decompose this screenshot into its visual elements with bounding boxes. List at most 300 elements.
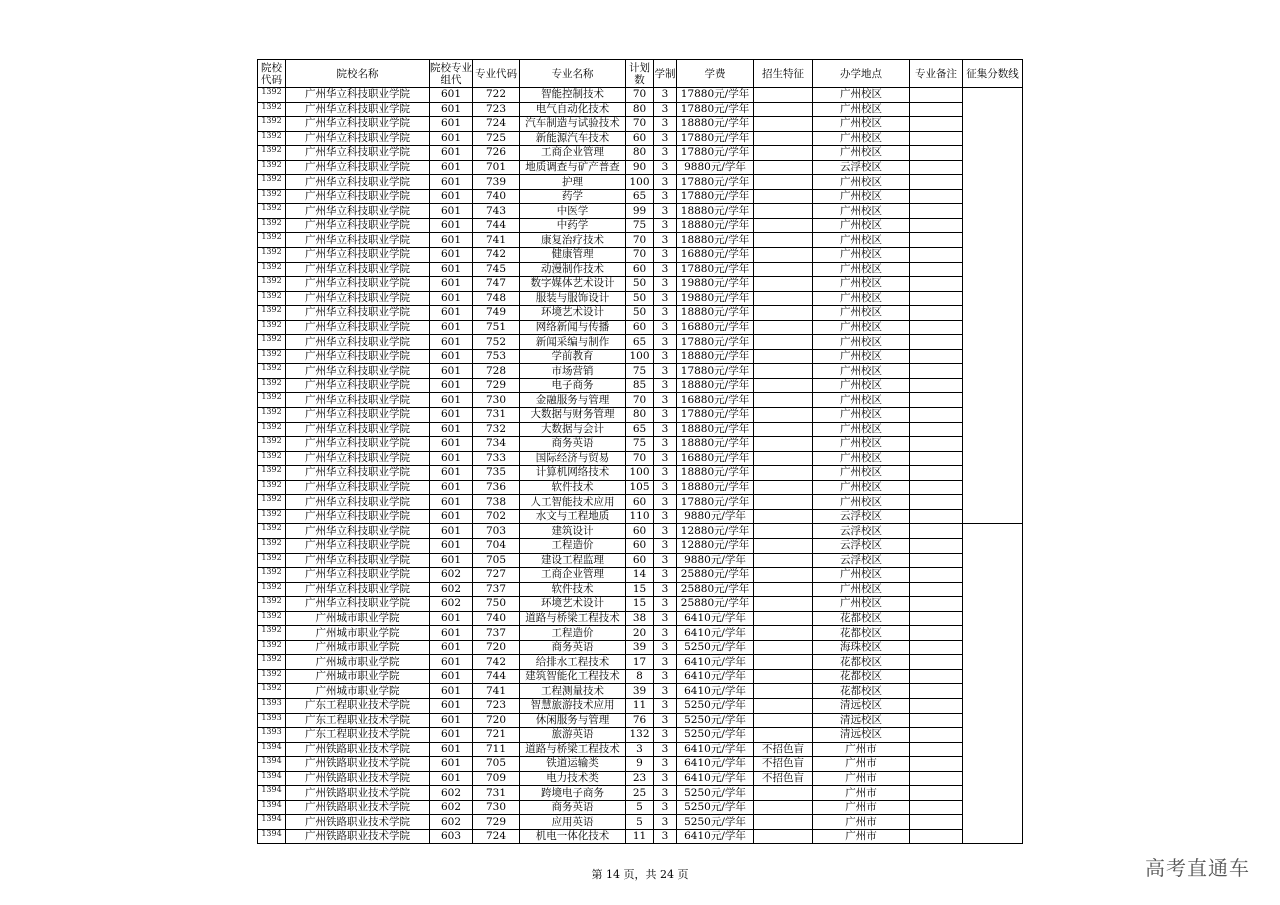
table-cell: 3: [654, 117, 677, 132]
table-cell: [754, 189, 813, 204]
table-cell: 云浮校区: [813, 553, 910, 568]
table-cell: 广州华立科技职业学院: [286, 364, 430, 379]
table-cell: 1392: [258, 597, 286, 612]
score-line-cell: [963, 640, 1023, 655]
table-cell: 601: [430, 248, 473, 263]
table-cell: 1392: [258, 568, 286, 583]
table-cell: 17880元/学年: [677, 175, 754, 190]
table-cell: 601: [430, 88, 473, 103]
table-cell: 广州校区: [813, 248, 910, 263]
table-cell: 740: [473, 611, 520, 626]
table-cell: 603: [430, 829, 473, 844]
column-header: 专业代码: [473, 60, 520, 88]
table-row: [258, 437, 1023, 452]
table-cell: 广州铁路职业技术学院: [286, 742, 430, 757]
table-cell: [910, 408, 963, 423]
table-cell: 广州华立科技职业学院: [286, 524, 430, 539]
score-line-cell: [963, 800, 1023, 815]
table-cell: 1392: [258, 189, 286, 204]
table-cell: [910, 568, 963, 583]
table-cell: 1392: [258, 509, 286, 524]
table-cell: [910, 640, 963, 655]
table-cell: 3: [626, 742, 654, 757]
table-cell: 18880元/学年: [677, 378, 754, 393]
table-cell: 720: [473, 713, 520, 728]
table-cell: [910, 277, 963, 292]
table-cell: 601: [430, 640, 473, 655]
table-cell: 软件技术: [520, 480, 626, 495]
score-line-cell: [963, 698, 1023, 713]
score-line-cell: [963, 335, 1023, 350]
table-cell: 广州华立科技职业学院: [286, 335, 430, 350]
table-cell: 清远校区: [813, 713, 910, 728]
table-cell: 744: [473, 218, 520, 233]
table-cell: [754, 204, 813, 219]
table-cell: 广州校区: [813, 393, 910, 408]
table-cell: 18880元/学年: [677, 422, 754, 437]
table-cell: 广州华立科技职业学院: [286, 349, 430, 364]
table-cell: 人工智能技术应用: [520, 495, 626, 510]
table-cell: 1394: [258, 829, 286, 844]
table-cell: [910, 175, 963, 190]
table-cell: [754, 175, 813, 190]
table-cell: 广州华立科技职业学院: [286, 262, 430, 277]
score-line-cell: [963, 364, 1023, 379]
table-cell: [910, 509, 963, 524]
table-cell: 601: [430, 277, 473, 292]
table-cell: 环境艺术设计: [520, 597, 626, 612]
table-cell: 广州铁路职业技术学院: [286, 829, 430, 844]
table-cell: 11: [626, 698, 654, 713]
table-cell: [754, 786, 813, 801]
table-cell: 广州校区: [813, 146, 910, 161]
table-cell: 广州铁路职业技术学院: [286, 771, 430, 786]
table-cell: 1392: [258, 262, 286, 277]
table-cell: 729: [473, 378, 520, 393]
table-row: [258, 204, 1023, 219]
table-cell: 17: [626, 655, 654, 670]
table-row: [258, 509, 1023, 524]
table-cell: 水文与工程地质: [520, 509, 626, 524]
table-cell: 601: [430, 291, 473, 306]
table-row: [258, 640, 1023, 655]
table-row: [258, 378, 1023, 393]
table-cell: 601: [430, 422, 473, 437]
table-cell: 701: [473, 160, 520, 175]
score-line-cell: [963, 189, 1023, 204]
table-cell: [910, 437, 963, 452]
table-cell: 70: [626, 117, 654, 132]
table-cell: 1394: [258, 757, 286, 772]
table-cell: 602: [430, 815, 473, 830]
score-line-cell: [963, 757, 1023, 772]
table-cell: 601: [430, 364, 473, 379]
table-row: [258, 582, 1023, 597]
table-cell: 广州校区: [813, 175, 910, 190]
table-cell: 703: [473, 524, 520, 539]
table-cell: 100: [626, 175, 654, 190]
table-cell: 广州校区: [813, 277, 910, 292]
table-cell: 18880元/学年: [677, 437, 754, 452]
table-cell: 1392: [258, 248, 286, 263]
table-cell: 3: [654, 364, 677, 379]
table-cell: [910, 320, 963, 335]
table-cell: 15: [626, 582, 654, 597]
table-row: [258, 466, 1023, 481]
score-line-cell: [963, 524, 1023, 539]
table-row: [258, 291, 1023, 306]
table-cell: 1393: [258, 713, 286, 728]
table-cell: 60: [626, 553, 654, 568]
table-cell: 6410元/学年: [677, 757, 754, 772]
table-cell: 602: [430, 800, 473, 815]
table-cell: 3: [654, 640, 677, 655]
table-cell: 601: [430, 771, 473, 786]
table-cell: 3: [654, 378, 677, 393]
table-cell: 17880元/学年: [677, 131, 754, 146]
column-header: 专业备注: [910, 60, 963, 88]
table-cell: 广州华立科技职业学院: [286, 597, 430, 612]
table-cell: 601: [430, 553, 473, 568]
table-cell: 17880元/学年: [677, 408, 754, 423]
table-cell: 广州校区: [813, 582, 910, 597]
table-cell: [910, 626, 963, 641]
table-cell: 14: [626, 568, 654, 583]
table-row: [258, 175, 1023, 190]
table-cell: 1392: [258, 393, 286, 408]
score-line-cell: [963, 422, 1023, 437]
table-cell: [910, 742, 963, 757]
table-cell: 65: [626, 422, 654, 437]
table-cell: 12880元/学年: [677, 524, 754, 539]
table-cell: 6410元/学年: [677, 684, 754, 699]
table-cell: [910, 117, 963, 132]
table-cell: 721: [473, 728, 520, 743]
table-cell: 80: [626, 408, 654, 423]
table-row: [258, 524, 1023, 539]
table-cell: 广州华立科技职业学院: [286, 422, 430, 437]
table-cell: 722: [473, 88, 520, 103]
table-cell: 3: [654, 262, 677, 277]
table-cell: [754, 829, 813, 844]
table-cell: 738: [473, 495, 520, 510]
table-cell: 5250元/学年: [677, 713, 754, 728]
admission-table-sheet: [257, 59, 1022, 844]
table-cell: 5250元/学年: [677, 698, 754, 713]
table-cell: 铁道运输类: [520, 757, 626, 772]
page-number: 第 14 页，共 24 页: [591, 868, 689, 881]
table-cell: 735: [473, 466, 520, 481]
table-cell: 25880元/学年: [677, 568, 754, 583]
table-cell: 17880元/学年: [677, 364, 754, 379]
table-cell: 1392: [258, 495, 286, 510]
score-line-cell: [963, 626, 1023, 641]
column-header: 院校名称: [286, 60, 430, 88]
table-cell: 25880元/学年: [677, 582, 754, 597]
table-cell: [910, 131, 963, 146]
table-cell: [754, 713, 813, 728]
table-cell: 39: [626, 640, 654, 655]
table-cell: 新能源汽车技术: [520, 131, 626, 146]
table-cell: 广州华立科技职业学院: [286, 88, 430, 103]
table-cell: 1392: [258, 655, 286, 670]
table-row: [258, 669, 1023, 684]
table-row: [258, 422, 1023, 437]
table-cell: 工程造价: [520, 538, 626, 553]
table-cell: 汽车制造与试验技术: [520, 117, 626, 132]
table-cell: 工程造价: [520, 626, 626, 641]
score-line-cell: [963, 408, 1023, 423]
table-cell: 3: [654, 655, 677, 670]
table-cell: [910, 160, 963, 175]
table-cell: 601: [430, 669, 473, 684]
table-cell: 601: [430, 408, 473, 423]
table-cell: [910, 306, 963, 321]
table-cell: 广州华立科技职业学院: [286, 175, 430, 190]
table-cell: 742: [473, 248, 520, 263]
table-cell: 广州市: [813, 786, 910, 801]
table-cell: 734: [473, 437, 520, 452]
table-cell: 金融服务与管理: [520, 393, 626, 408]
table-cell: 广州校区: [813, 451, 910, 466]
score-line-cell: [963, 349, 1023, 364]
table-cell: 736: [473, 480, 520, 495]
table-row: [258, 757, 1023, 772]
table-cell: 729: [473, 815, 520, 830]
table-row: [258, 233, 1023, 248]
table-cell: 广州城市职业学院: [286, 626, 430, 641]
table-cell: [754, 480, 813, 495]
table-cell: 环境艺术设计: [520, 306, 626, 321]
table-cell: 广州校区: [813, 262, 910, 277]
table-cell: 广州华立科技职业学院: [286, 538, 430, 553]
table-cell: 9880元/学年: [677, 160, 754, 175]
table-cell: 广州华立科技职业学院: [286, 233, 430, 248]
table-cell: 1392: [258, 306, 286, 321]
table-cell: 601: [430, 451, 473, 466]
score-line-cell: [963, 786, 1023, 801]
table-cell: 1393: [258, 698, 286, 713]
table-cell: [754, 437, 813, 452]
table-cell: 702: [473, 509, 520, 524]
table-cell: 601: [430, 437, 473, 452]
table-cell: 5250元/学年: [677, 786, 754, 801]
table-cell: 18880元/学年: [677, 204, 754, 219]
table-cell: 3: [654, 291, 677, 306]
table-cell: 70: [626, 451, 654, 466]
table-cell: 1392: [258, 422, 286, 437]
table-cell: 19880元/学年: [677, 291, 754, 306]
table-cell: 3: [654, 684, 677, 699]
table-cell: 广州市: [813, 800, 910, 815]
table-row: [258, 102, 1023, 117]
table-cell: [754, 218, 813, 233]
table-cell: 广州城市职业学院: [286, 684, 430, 699]
table-cell: 601: [430, 131, 473, 146]
table-cell: 花都校区: [813, 626, 910, 641]
table-cell: 3: [654, 757, 677, 772]
table-cell: 广州市: [813, 742, 910, 757]
column-header: 学费: [677, 60, 754, 88]
table-row: [258, 495, 1023, 510]
table-cell: 3: [654, 437, 677, 452]
table-cell: 1392: [258, 611, 286, 626]
table-cell: [910, 189, 963, 204]
column-header: 院校代码: [258, 60, 286, 88]
table-cell: 12880元/学年: [677, 538, 754, 553]
table-cell: 3: [654, 611, 677, 626]
table-cell: [910, 204, 963, 219]
table-cell: 50: [626, 306, 654, 321]
table-row: [258, 393, 1023, 408]
table-cell: [754, 291, 813, 306]
table-cell: [754, 408, 813, 423]
table-cell: 60: [626, 320, 654, 335]
table-cell: 广州校区: [813, 320, 910, 335]
table-row: [258, 568, 1023, 583]
table-cell: 1392: [258, 466, 286, 481]
table-cell: [910, 713, 963, 728]
table-cell: 601: [430, 495, 473, 510]
table-cell: 601: [430, 742, 473, 757]
score-line-cell: [963, 728, 1023, 743]
table-cell: 731: [473, 408, 520, 423]
table-cell: 广州校区: [813, 408, 910, 423]
score-line-cell: [963, 815, 1023, 830]
table-cell: 1394: [258, 771, 286, 786]
table-cell: 广州铁路职业技术学院: [286, 800, 430, 815]
table-cell: 602: [430, 582, 473, 597]
table-cell: 752: [473, 335, 520, 350]
table-cell: 70: [626, 248, 654, 263]
table-cell: 广州华立科技职业学院: [286, 160, 430, 175]
table-cell: [754, 553, 813, 568]
table-cell: 601: [430, 655, 473, 670]
score-line-cell: [963, 553, 1023, 568]
table-cell: 广州华立科技职业学院: [286, 189, 430, 204]
table-cell: 广州校区: [813, 335, 910, 350]
table-cell: 6410元/学年: [677, 655, 754, 670]
table-cell: [754, 800, 813, 815]
table-cell: 3: [654, 742, 677, 757]
table-cell: 602: [430, 786, 473, 801]
table-cell: 3: [654, 495, 677, 510]
table-cell: 25880元/学年: [677, 597, 754, 612]
table-cell: [754, 495, 813, 510]
table-cell: 1392: [258, 451, 286, 466]
table-row: [258, 480, 1023, 495]
table-cell: 18880元/学年: [677, 480, 754, 495]
score-line-cell: [963, 146, 1023, 161]
table-cell: 601: [430, 218, 473, 233]
table-cell: 601: [430, 378, 473, 393]
table-cell: [754, 422, 813, 437]
table-row: [258, 160, 1023, 175]
table-cell: 6410元/学年: [677, 669, 754, 684]
table-cell: 3: [654, 320, 677, 335]
table-cell: 商务英语: [520, 640, 626, 655]
table-cell: 新闻采编与制作: [520, 335, 626, 350]
table-cell: 云浮校区: [813, 509, 910, 524]
table-cell: 601: [430, 204, 473, 219]
table-cell: 1394: [258, 742, 286, 757]
table-cell: 728: [473, 364, 520, 379]
table-cell: 744: [473, 669, 520, 684]
table-cell: 730: [473, 800, 520, 815]
table-row: [258, 306, 1023, 321]
table-cell: [910, 786, 963, 801]
table-cell: [754, 568, 813, 583]
table-cell: 不招色盲: [754, 757, 813, 772]
table-cell: [754, 582, 813, 597]
table-row: [258, 248, 1023, 263]
table-cell: 601: [430, 698, 473, 713]
table-cell: 18880元/学年: [677, 466, 754, 481]
table-cell: 3: [654, 189, 677, 204]
table-cell: 不招色盲: [754, 771, 813, 786]
table-cell: 广州华立科技职业学院: [286, 248, 430, 263]
table-cell: 601: [430, 262, 473, 277]
table-cell: 广州校区: [813, 291, 910, 306]
table-cell: 601: [430, 611, 473, 626]
table-cell: 地质调查与矿产普查: [520, 160, 626, 175]
score-line-cell: [963, 277, 1023, 292]
table-cell: 不招色盲: [754, 742, 813, 757]
score-line-cell: [963, 160, 1023, 175]
table-cell: 广州校区: [813, 189, 910, 204]
table-cell: 广州校区: [813, 349, 910, 364]
table-cell: 753: [473, 349, 520, 364]
table-cell: 学前教育: [520, 349, 626, 364]
table-cell: 云浮校区: [813, 524, 910, 539]
table-cell: [910, 757, 963, 772]
table-cell: 3: [654, 626, 677, 641]
table-cell: [754, 815, 813, 830]
table-cell: 16880元/学年: [677, 393, 754, 408]
table-cell: 3: [654, 204, 677, 219]
table-cell: 70: [626, 88, 654, 103]
table-cell: 1394: [258, 786, 286, 801]
table-row: [258, 684, 1023, 699]
table-cell: 65: [626, 335, 654, 350]
table-cell: [910, 233, 963, 248]
table-cell: 广州城市职业学院: [286, 655, 430, 670]
table-cell: 工商企业管理: [520, 146, 626, 161]
table-cell: 751: [473, 320, 520, 335]
table-cell: [754, 524, 813, 539]
table-cell: [754, 102, 813, 117]
table-cell: 5250元/学年: [677, 800, 754, 815]
table-cell: 3: [654, 829, 677, 844]
score-line-cell: [963, 131, 1023, 146]
table-cell: 3: [654, 233, 677, 248]
table-cell: 1392: [258, 626, 286, 641]
table-cell: 75: [626, 364, 654, 379]
table-cell: 16880元/学年: [677, 248, 754, 263]
score-line-cell: [963, 713, 1023, 728]
table-cell: 723: [473, 698, 520, 713]
table-cell: 应用英语: [520, 815, 626, 830]
table-cell: 5250元/学年: [677, 815, 754, 830]
table-cell: 601: [430, 320, 473, 335]
table-cell: 741: [473, 684, 520, 699]
table-cell: 广州华立科技职业学院: [286, 204, 430, 219]
table-cell: [754, 451, 813, 466]
table-cell: 730: [473, 393, 520, 408]
table-cell: 广州华立科技职业学院: [286, 277, 430, 292]
table-cell: 70: [626, 233, 654, 248]
table-cell: 国际经济与贸易: [520, 451, 626, 466]
